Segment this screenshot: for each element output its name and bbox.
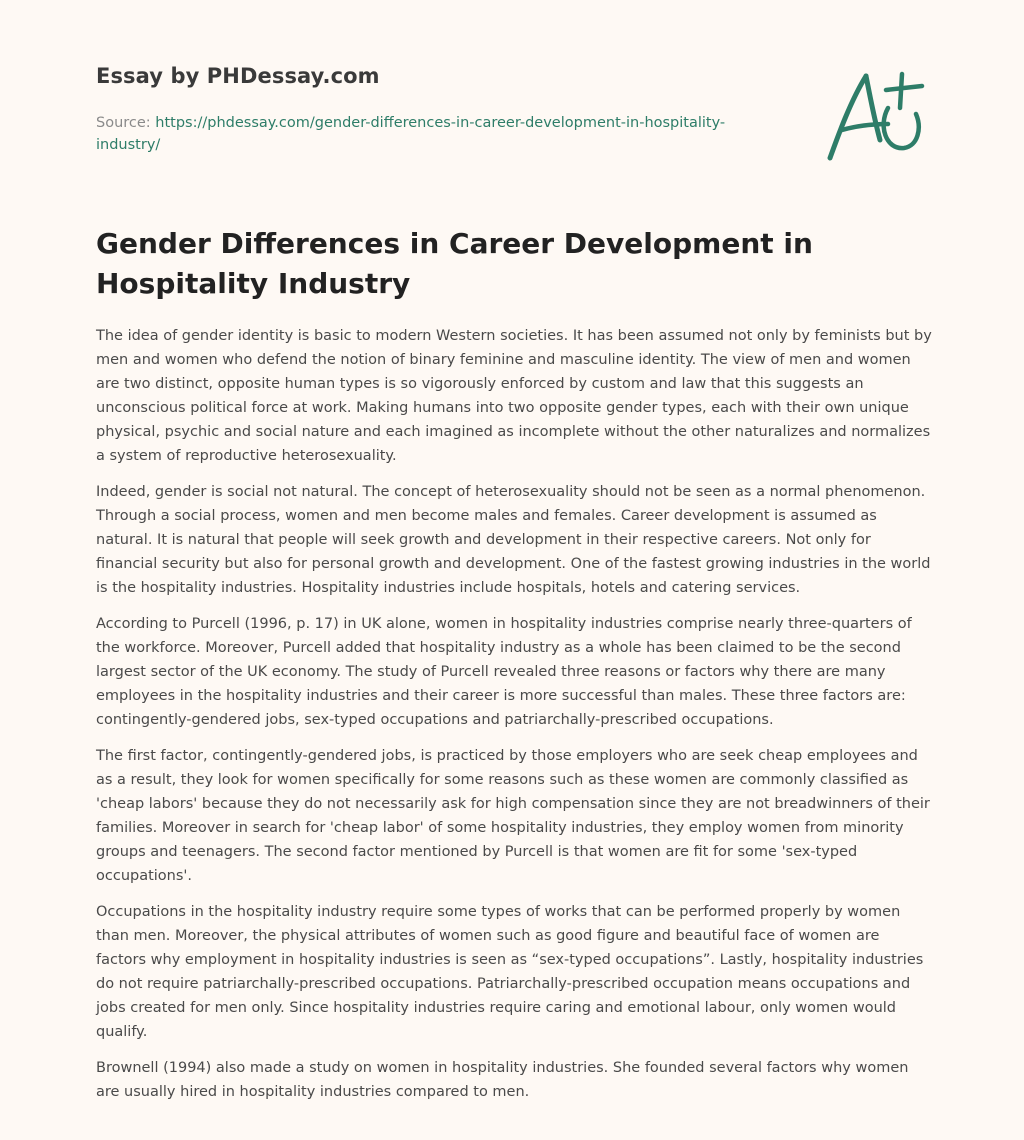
essay-paragraph: According to Purcell (1996, p. 17) in UK alone, women in hospitality industries comprise nearly three-quarters of the workforce. Moreover, Purcell added that hospitality industry as a whole has been claimed to be the second largest sector of the UK economy. The study of Purcell revealed three reasons or factors why there are many employees in the hospitality industries and their career is more successful than males. These three factors are: contingently-gendered jobs, sex-typed occupations and patriarchally-prescribed occupations. bbox=[96, 616, 912, 728]
essay-title: Gender Differences in Career Development in Hospitality Industry bbox=[96, 227, 813, 300]
essay-body bbox=[96, 324, 932, 1116]
source-label: Source: bbox=[96, 115, 151, 131]
essay-paragraph: The idea of gender identity is basic to modern Western societies. It has been assumed not only by feminists but by men and women who defend the notion of binary feminine and masculine identity. The view of men and women are two distinct, opposite human types is so vigorously enforced by custom and law that this suggests an unconscious political force at work. Making humans into two opposite gender types, each with their own unique physical, psychic and social nature and each imagined as incomplete without the other naturalizes and normalizes a system of reproductive heterosexuality. bbox=[96, 328, 932, 464]
source-link[interactable] bbox=[96, 115, 725, 153]
site-brand: Essay by PHDessay.com bbox=[96, 64, 380, 88]
source-link-line2: industry/ bbox=[96, 137, 161, 153]
source-link-line1: https://phdessay.com/gender-differences-in-career-development-in-hospitality- bbox=[155, 115, 726, 131]
essay-paragraph: The first factor, contingently-gendered jobs, is practiced by those employers who are seek cheap employees and as a result, they look for women specifically for some reasons such as these women are commonly classified as 'cheap labors' because they do not necessarily ask for high compensation since they are not breadwinners of their families. Moreover in search for 'cheap labor' of some hospitality industries, they employ women from minority groups and teenagers. The second factor mentioned by Purcell is that women are fit for some 'sex-typed occupations'. bbox=[96, 748, 930, 884]
essay-paragraph: Occupations in the hospitality industry require some types of works that can be performed properly by women than men. Moreover, the physical attributes of women such as good figure and beautiful face of women are factors why employment in hospitality industries is seen as “sex-typed occupations”. Lastly, hospitality industries do not require patriarchally-prescribed occupations. Patriarchally-prescribed occupation means occupations and jobs created for men only. Since hospitality industries require caring and emotional labour, only women would qualify. bbox=[96, 904, 924, 1040]
a-plus-grade-icon bbox=[822, 68, 928, 164]
essay-paragraph: Brownell (1994) also made a study on women in hospitality industries. She founded several factors why women are usually hired in hospitality industries compared to men. bbox=[96, 1060, 909, 1100]
source-line bbox=[96, 112, 756, 156]
essay-paragraph: Indeed, gender is social not natural. The concept of heterosexuality should not be seen as a normal phenomenon. Through a social process, women and men become males and females. Career development is assumed as natural. It is natural that people will seek growth and development in their respective careers. Not only for financial security but also for personal growth and development. One of the fastest growing industries in the world is the hospitality industries. Hospitality industries include hospitals, hotels and catering services. bbox=[96, 484, 931, 596]
